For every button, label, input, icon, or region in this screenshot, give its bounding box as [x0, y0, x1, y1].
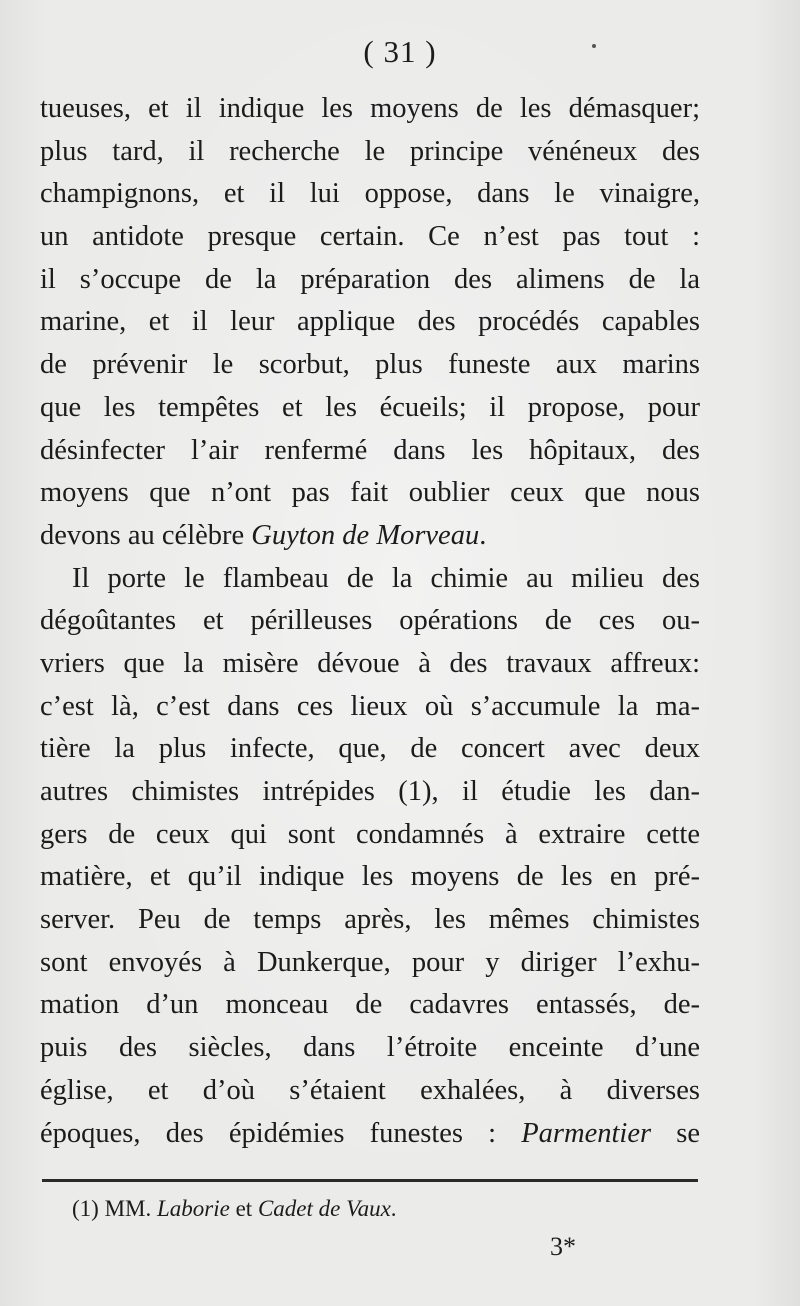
text-run: devons au célèbre	[40, 519, 252, 551]
italic-name: Parmentier	[521, 1117, 652, 1149]
text-line: tière la plus infecte, que, de concert avec deux	[40, 733, 700, 765]
text-line: c’est là, c’est dans ces lieux où s’accumule la ma-	[40, 690, 700, 722]
text-run: se	[651, 1117, 700, 1149]
text-run: .	[479, 519, 487, 551]
body-text	[40, 88, 700, 1155]
ink-speck	[592, 44, 596, 48]
footnote	[72, 1196, 397, 1222]
text-line: désinfecter l’air renfermé dans les hôpitaux, des	[40, 434, 700, 466]
signature-mark: 3*	[550, 1232, 576, 1261]
text-line: que les tempêtes et les écueils; il propose, pour	[40, 391, 700, 423]
text-line: autres chimistes intrépides (1), il étudie les dan-	[40, 776, 700, 807]
paragraph-start-line: Il porte le flambeau de la chimie au milieu des	[72, 562, 700, 594]
text-line: puis des siècles, dans l’étroite enceinte d’une	[40, 1032, 700, 1064]
text-line: sont envoyés à Dunkerque, pour y diriger l’exhu-	[40, 946, 700, 978]
page-number: ( 31 )	[363, 34, 437, 69]
text-line: gers de ceux qui sont condamnés à extraire cette	[40, 818, 700, 850]
footnote-name: Laborie	[156, 1196, 230, 1221]
footnote-prefix: MM.	[104, 1196, 152, 1221]
text-line: il s’occupe de la préparation des alimens de la	[40, 263, 700, 295]
text-line: dégoûtantes et périlleuses opérations de ces ou-	[40, 605, 700, 637]
text-line: moyens que n’ont pas fait oublier ceux que nous	[40, 477, 700, 509]
text-line: un antidote presque certain. Ce n’est pas tout :	[40, 221, 700, 253]
text-line	[40, 1113, 700, 1156]
footnote-joiner: et	[235, 1196, 253, 1221]
italic-name: Guyton de Morveau	[251, 519, 480, 551]
text-run: époques, des épidémies funestes :	[40, 1117, 522, 1149]
text-line: server. Peu de temps après, les mêmes chimistes	[40, 904, 700, 936]
text-line: mation d’un monceau de cadavres entassés, de-	[40, 989, 700, 1021]
footnote-marker: (1)	[72, 1196, 99, 1221]
text-line: vriers que la misère dévoue à des travaux affreux:	[40, 647, 700, 679]
text-line	[40, 515, 700, 558]
text-line: champignons, et il lui oppose, dans le vinaigre,	[40, 178, 700, 210]
footnote-rule	[42, 1179, 698, 1182]
text-line: tueuses, et il indique les moyens de les démasquer;	[40, 93, 700, 124]
text-line: de prévenir le scorbut, plus funeste aux marins	[40, 349, 700, 381]
text-line: église, et d’où s’étaient exhalées, à diverses	[40, 1074, 700, 1106]
footnote-end: .	[390, 1196, 397, 1221]
text-line: marine, et il leur applique des procédés capables	[40, 306, 700, 338]
text-line: matière, et qu’il indique les moyens de les en pré-	[40, 861, 700, 893]
text-line: plus tard, il recherche le principe vénéneux des	[40, 135, 700, 167]
footnote-name: Cadet de Vaux	[257, 1196, 391, 1221]
